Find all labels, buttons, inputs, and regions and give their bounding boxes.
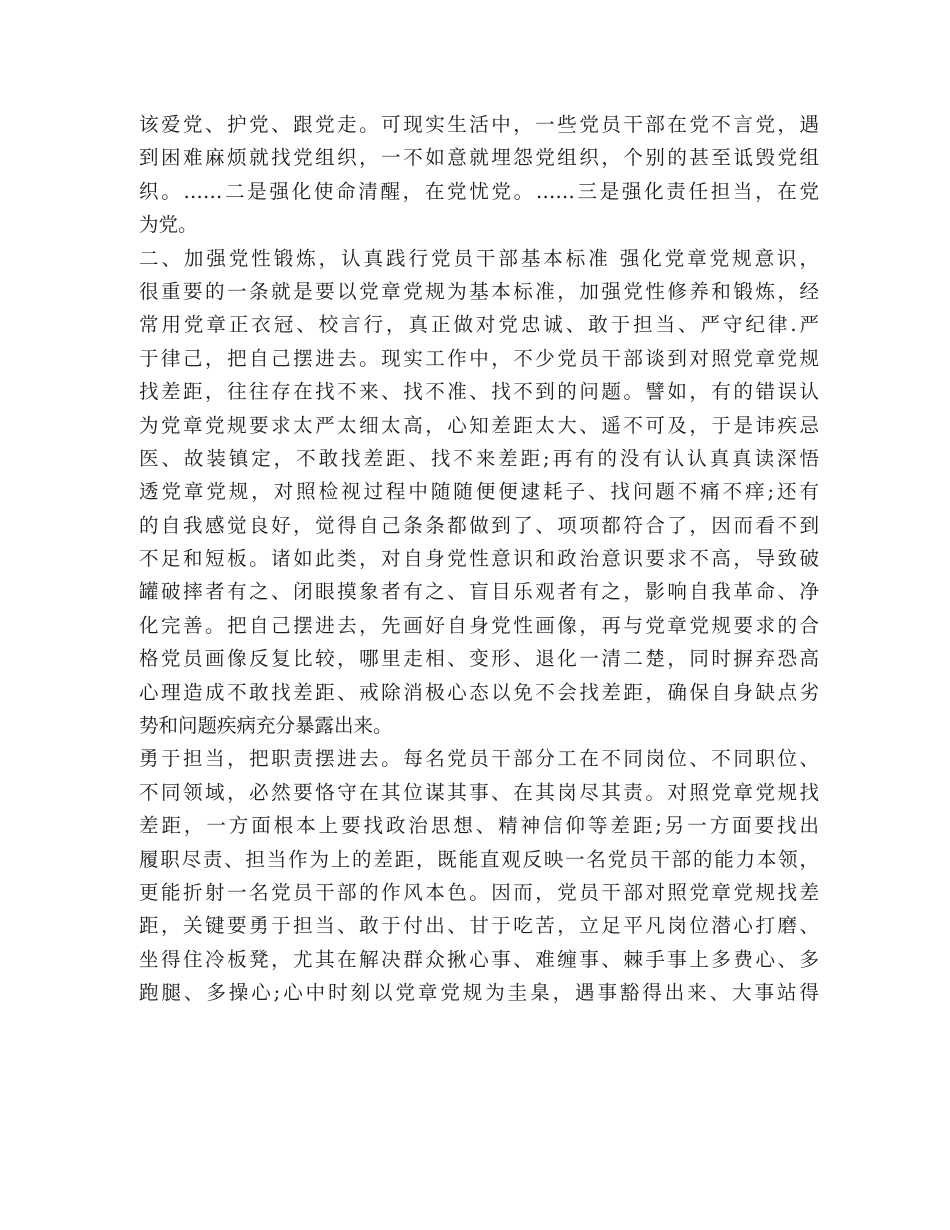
text-line-3: 织。……二是强化使命清醒，在党忧党。……三是强化责任担当，在党 xyxy=(139,179,819,203)
text-line-7: 常用党章正衣冠、校言行，真正做对党忠诚、敢于担当、严守纪律.严 xyxy=(139,313,819,337)
text-line-2: 到困难麻烦就找党组织，一不如意就埋怨党组织，个别的甚至诋毁党组 xyxy=(139,146,819,170)
text-line-13: 的自我感觉良好，觉得自己条条都做到了、项项都符合了，因而看不到 xyxy=(139,513,819,537)
text-line-11: 医、故装镇定，不敢找差距、找不来差距;再有的没有认认真真读深悟 xyxy=(139,446,819,470)
text-line-17: 格党员画像反复比较，哪里走相、变形、退化一清二楚，同时摒弃恐高 xyxy=(139,647,819,671)
text-line-18: 心理造成不敢找差距、戒除消极心态以免不会找差距，确保自身缺点劣 xyxy=(139,680,819,704)
text-line-21: 不同领域，必然要恪守在其位谋其事、在其岗尽其责。对照党章党规找 xyxy=(139,780,819,804)
text-line-8: 于律己，把自己摆进去。现实工作中，不少党员干部谈到对照党章党规 xyxy=(139,346,819,370)
text-line-12: 透党章党规，对照检视过程中随随便便逮耗子、找问题不痛不痒;还有 xyxy=(139,480,819,504)
text-line-15: 罐破摔者有之、闭眼摸象者有之、盲目乐观者有之，影响自我革命、净 xyxy=(139,580,819,604)
text-line-25: 距，关键要勇于担当、敢于付出、甘于吃苦，立足平凡岗位潜心打磨、 xyxy=(139,914,819,938)
text-line-9: 找差距，往往存在找不来、找不准、找不到的问题。譬如，有的错误认 xyxy=(139,380,819,404)
text-line-23: 履职尽责、担当作为上的差距，既能直观反映一名党员干部的能力本领， xyxy=(139,847,819,871)
text-line-10: 为党章党规要求太严太细太高，心知差距太大、遥不可及，于是讳疾忌 xyxy=(139,413,819,437)
text-line-6: 很重要的一条就是要以党章党规为基本标准，加强党性修养和锻炼，经 xyxy=(139,279,819,303)
text-line-14: 不足和短板。诸如此类，对自身党性意识和政治意识要求不高，导致破 xyxy=(139,547,819,571)
text-line-24: 更能折射一名党员干部的作风本色。因而，党员干部对照党章党规找差 xyxy=(139,880,819,904)
text-line-5: 二、加强党性锻炼，认真践行党员干部基本标准 强化党章党规意识， xyxy=(139,246,819,270)
text-line-22: 差距，一方面根本上要找政治思想、精神信仰等差距;另一方面要找出 xyxy=(139,814,819,838)
text-line-19: 势和问题疾病充分暴露出来。 xyxy=(139,714,393,738)
text-line-20: 勇于担当，把职责摆进去。每名党员干部分工在不同岗位、不同职位、 xyxy=(139,747,819,771)
text-line-16: 化完善。把自己摆进去，先画好自身党性画像，再与党章党规要求的合 xyxy=(139,613,819,637)
text-line-26: 坐得住冷板凳，尤其在解决群众揪心事、难缠事、棘手事上多费心、多 xyxy=(139,947,819,971)
text-line-1: 该爱党、护党、跟党走。可现实生活中，一些党员干部在党不言党，遇 xyxy=(139,113,819,136)
document-body xyxy=(139,108,819,1010)
text-line-27: 跑腿、多操心;心中时刻以党章党规为圭臬，遇事豁得出来、大事站得 xyxy=(139,981,819,1005)
text-line-4: 为党。 xyxy=(139,213,198,237)
